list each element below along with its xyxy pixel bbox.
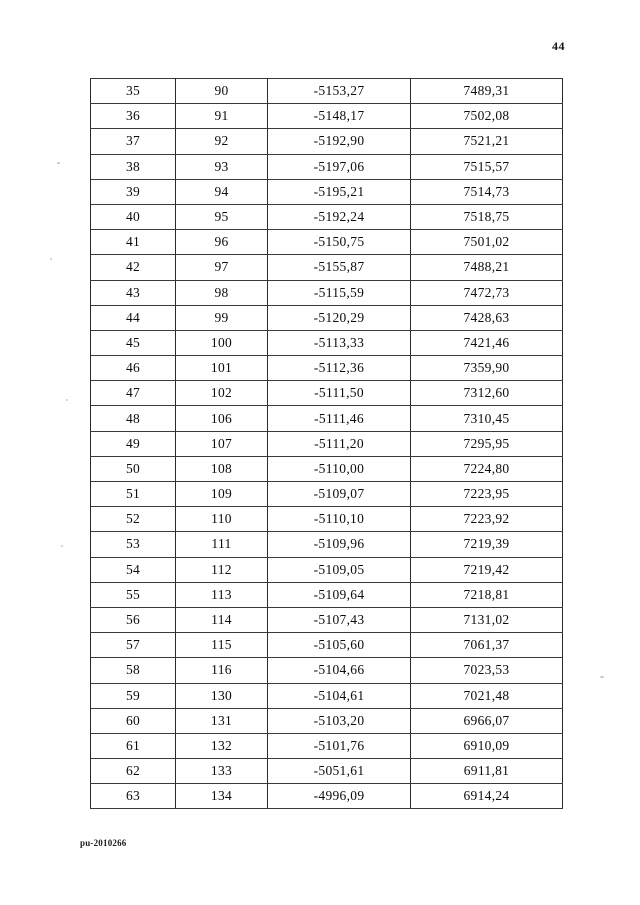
table-cell: 49 <box>91 431 176 456</box>
table-row <box>91 255 563 280</box>
table-cell: 7295,95 <box>411 431 563 456</box>
table-cell: 7489,31 <box>411 79 563 104</box>
document-footer-code: pu-2010266 <box>80 838 127 848</box>
table-cell: 42 <box>91 255 176 280</box>
table-cell: 95 <box>176 204 268 229</box>
table-cell: -5051,61 <box>268 759 411 784</box>
table-cell: 7312,60 <box>411 381 563 406</box>
table-cell: -5104,66 <box>268 658 411 683</box>
table-cell: 7218,81 <box>411 582 563 607</box>
scan-speck <box>57 162 60 164</box>
table-cell: 114 <box>176 607 268 632</box>
table-row <box>91 582 563 607</box>
table-row <box>91 633 563 658</box>
table-cell: 7223,92 <box>411 507 563 532</box>
table-cell: 44 <box>91 305 176 330</box>
table-cell: -5155,87 <box>268 255 411 280</box>
table-row <box>91 79 563 104</box>
table-cell: 90 <box>176 79 268 104</box>
table-cell: -5110,00 <box>268 456 411 481</box>
table-cell: -5115,59 <box>268 280 411 305</box>
table-cell: -5195,21 <box>268 179 411 204</box>
table-row <box>91 280 563 305</box>
table-cell: 6911,81 <box>411 759 563 784</box>
table-cell: 48 <box>91 406 176 431</box>
table-cell: 39 <box>91 179 176 204</box>
table-cell: 38 <box>91 154 176 179</box>
table-cell: 7023,53 <box>411 658 563 683</box>
table-cell: 7518,75 <box>411 204 563 229</box>
table-cell: 102 <box>176 381 268 406</box>
table-cell: 60 <box>91 708 176 733</box>
table-cell: 112 <box>176 557 268 582</box>
table-cell: 133 <box>176 759 268 784</box>
table-row <box>91 356 563 381</box>
table-cell: -5109,07 <box>268 482 411 507</box>
table-cell: -5197,06 <box>268 154 411 179</box>
table-row <box>91 305 563 330</box>
table-cell: 6914,24 <box>411 784 563 809</box>
table-row <box>91 733 563 758</box>
table-cell: 53 <box>91 532 176 557</box>
table-cell: 7421,46 <box>411 330 563 355</box>
table-row <box>91 683 563 708</box>
table-cell: 94 <box>176 179 268 204</box>
scan-speck <box>50 258 52 260</box>
table-row <box>91 104 563 129</box>
table-row <box>91 507 563 532</box>
table-row <box>91 129 563 154</box>
table-cell: 47 <box>91 381 176 406</box>
table-cell: 93 <box>176 154 268 179</box>
scan-speck <box>66 399 68 401</box>
table-cell: 7061,37 <box>411 633 563 658</box>
table-cell: 111 <box>176 532 268 557</box>
table-cell: 56 <box>91 607 176 632</box>
table-cell: -5107,43 <box>268 607 411 632</box>
table-cell: -5109,64 <box>268 582 411 607</box>
table-row <box>91 431 563 456</box>
table-cell: 58 <box>91 658 176 683</box>
table-row <box>91 607 563 632</box>
table-cell: 116 <box>176 658 268 683</box>
table-cell: 108 <box>176 456 268 481</box>
table-cell: 91 <box>176 104 268 129</box>
data-table <box>90 78 563 809</box>
table-cell: 7021,48 <box>411 683 563 708</box>
table-cell: 61 <box>91 733 176 758</box>
table-cell: 41 <box>91 230 176 255</box>
table-cell: -5101,76 <box>268 733 411 758</box>
table-cell: -5109,05 <box>268 557 411 582</box>
table-cell: 63 <box>91 784 176 809</box>
table-row <box>91 179 563 204</box>
table-row <box>91 456 563 481</box>
table-cell: 54 <box>91 557 176 582</box>
table-cell: 7219,39 <box>411 532 563 557</box>
table-cell: 134 <box>176 784 268 809</box>
table-cell: -5110,10 <box>268 507 411 532</box>
table-cell: 7488,21 <box>411 255 563 280</box>
table-cell: 57 <box>91 633 176 658</box>
table-cell: 43 <box>91 280 176 305</box>
table-row <box>91 658 563 683</box>
table-row <box>91 482 563 507</box>
table-cell: -5103,20 <box>268 708 411 733</box>
table-cell: 130 <box>176 683 268 708</box>
table-cell: -5111,50 <box>268 381 411 406</box>
page-number: 44 <box>552 39 565 53</box>
table-cell: 7131,02 <box>411 607 563 632</box>
table-cell: 115 <box>176 633 268 658</box>
table-cell: 7428,63 <box>411 305 563 330</box>
table-row <box>91 759 563 784</box>
table-row <box>91 330 563 355</box>
table-cell: 59 <box>91 683 176 708</box>
table-cell: 6910,09 <box>411 733 563 758</box>
table-cell: 131 <box>176 708 268 733</box>
table-cell: 51 <box>91 482 176 507</box>
table-cell: 96 <box>176 230 268 255</box>
table-row <box>91 532 563 557</box>
table-cell: 7359,90 <box>411 356 563 381</box>
table-cell: -5113,33 <box>268 330 411 355</box>
table-row <box>91 557 563 582</box>
table-cell: 35 <box>91 79 176 104</box>
scan-speck <box>61 545 63 547</box>
table-cell: -5153,27 <box>268 79 411 104</box>
table-cell: 7521,21 <box>411 129 563 154</box>
table-cell: 40 <box>91 204 176 229</box>
table-cell: 7502,08 <box>411 104 563 129</box>
table-cell: 55 <box>91 582 176 607</box>
data-table-body <box>91 79 563 809</box>
table-cell: 97 <box>176 255 268 280</box>
table-row <box>91 708 563 733</box>
scan-speck <box>600 676 604 678</box>
table-cell: 36 <box>91 104 176 129</box>
table-cell: 110 <box>176 507 268 532</box>
table-cell: 99 <box>176 305 268 330</box>
table-row <box>91 154 563 179</box>
table-cell: 7219,42 <box>411 557 563 582</box>
table-cell: 109 <box>176 482 268 507</box>
table-cell: -5148,17 <box>268 104 411 129</box>
table-cell: 98 <box>176 280 268 305</box>
table-cell: -5111,46 <box>268 406 411 431</box>
table-row <box>91 230 563 255</box>
table-cell: -5105,60 <box>268 633 411 658</box>
table-cell: -5104,61 <box>268 683 411 708</box>
table-cell: -5112,36 <box>268 356 411 381</box>
table-cell: -5192,24 <box>268 204 411 229</box>
table-cell: 132 <box>176 733 268 758</box>
table-cell: 7224,80 <box>411 456 563 481</box>
table-cell: 7223,95 <box>411 482 563 507</box>
table-row <box>91 406 563 431</box>
table-cell: 101 <box>176 356 268 381</box>
table-cell: 100 <box>176 330 268 355</box>
table-cell: 113 <box>176 582 268 607</box>
table-cell: 45 <box>91 330 176 355</box>
table-cell: -5111,20 <box>268 431 411 456</box>
table-cell: 106 <box>176 406 268 431</box>
table-cell: -5120,29 <box>268 305 411 330</box>
table-cell: 62 <box>91 759 176 784</box>
table-cell: 7514,73 <box>411 179 563 204</box>
table-cell: 52 <box>91 507 176 532</box>
table-cell: -5192,90 <box>268 129 411 154</box>
table-cell: -5150,75 <box>268 230 411 255</box>
table-cell: -5109,96 <box>268 532 411 557</box>
table-row <box>91 784 563 809</box>
table-cell: 7472,73 <box>411 280 563 305</box>
table-cell: 107 <box>176 431 268 456</box>
table-cell: 7515,57 <box>411 154 563 179</box>
table-row <box>91 381 563 406</box>
table-cell: 7310,45 <box>411 406 563 431</box>
table-cell: 50 <box>91 456 176 481</box>
table-cell: -4996,09 <box>268 784 411 809</box>
table-row <box>91 204 563 229</box>
table-cell: 7501,02 <box>411 230 563 255</box>
table-cell: 6966,07 <box>411 708 563 733</box>
table-cell: 92 <box>176 129 268 154</box>
table-cell: 37 <box>91 129 176 154</box>
table-cell: 46 <box>91 356 176 381</box>
